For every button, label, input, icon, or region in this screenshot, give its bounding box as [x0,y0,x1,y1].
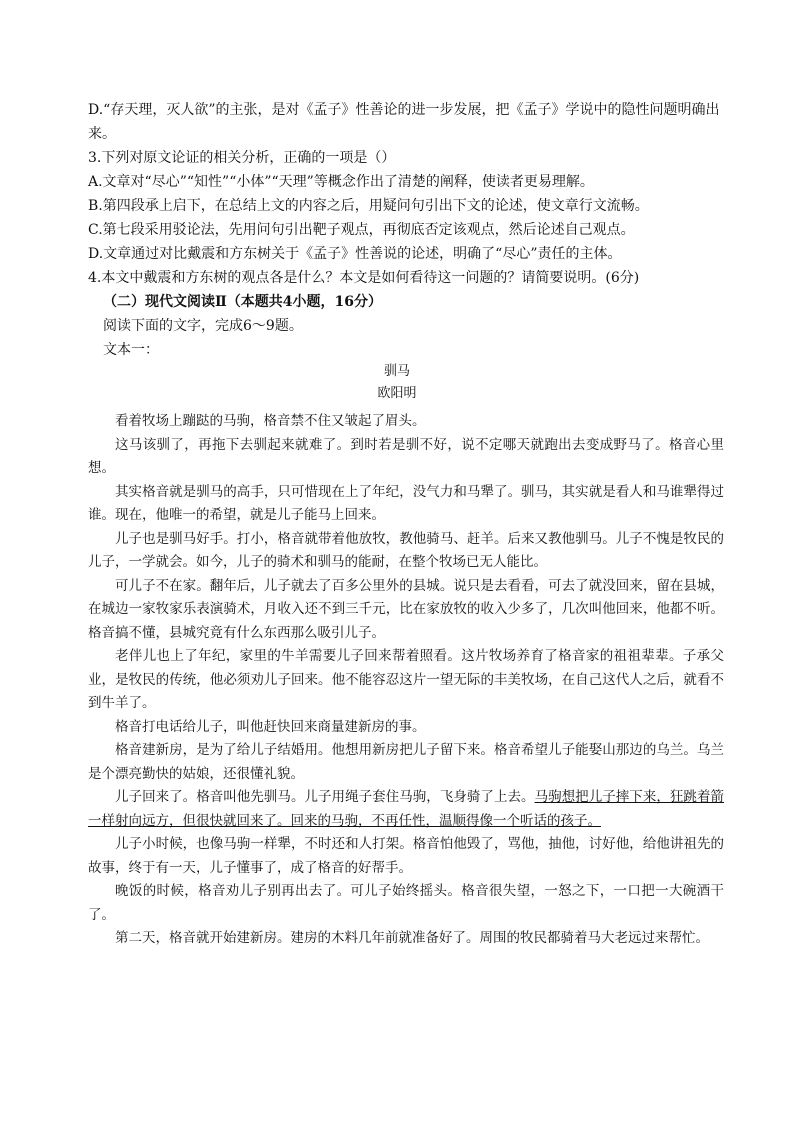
story-paragraph: 老伴儿也上了年纪，家里的牛羊需要儿子回来帮着照看。这片牧场养育了格音家的祖祖辈辈。子承父业，是牧民的传统，他必须劝儿子回来。他不能容忍这片一望无际的丰美牧场，在自己这代人之后，就看不到牛羊了。 [88,648,724,711]
story-paragraph: 儿子也是驯马好手。打小，格音就带着他放牧，教他骑马、赶羊。后来又教他驯马。儿子不愧是牧民的儿子，一学就会。如今，儿子的骑术和驯马的能耐，在整个牧场已无人能比。 [88,530,724,570]
story-paragraph: 第二天，格音就开始建新房。建房的木料几年前就准备好了。周围的牧民都骑着马大老远过来帮忙。 [115,930,709,946]
story-paragraph: 格音建新房，是为了给儿子结婚用。他想用新房把儿子留下来。格音希望儿子能娶山那边的乌兰。乌兰是个漂亮勤快的姑娘，还很懂礼貌。 [88,742,724,782]
story-paragraph: 其实格音就是驯马的高手，只可惜现在上了年纪，没气力和马犟了。驯马，其实就是看人和马谁犟得过谁。现在，他唯一的希望，就是儿子能马上回来。 [88,483,724,523]
section-title: （二）现代文阅读Ⅱ（本题共4小题，16分） [103,294,383,310]
story-paragraph: 格音打电话给儿子，叫他赶快回来商量建新房的事。 [115,718,426,735]
story-paragraph: 可儿子不在家。翻年后，儿子就去了百多公里外的县城。说只是去看看，可去了就没回来，留在县城，在城边一家牧家乐表演骑术，月收入还不到三千元，比在家放牧的收入少多了，几次叫他回来，他都不听。格音搞不懂，县城究竟有什么东西那么吸引儿子。 [88,577,724,641]
q4-question: 4.本文中戴震和方东树的观点各是什么？本文是如何看待这一问题的？请简要说明。(6分) [88,270,640,286]
q3-option-c: C.第七段采用驳论法，先用问句引出靶子观点，再彻底否定该观点，然后论述自己观点。 [88,222,635,238]
section-instruction: 阅读下面的文字，完成6～9题。 [103,318,303,334]
underlined-sentence: 马驹想把儿子摔下来，狂跳着箭一样射向远方，但很快就回来了。回来的马驹，不再任性，温顺得像一个听话的孩子。 [88,789,725,829]
story-body [88,410,724,951]
q3-stem: 3.下列对原文论证的相关分析，正确的一项是（） [88,150,396,166]
q3-option-b: B.第四段承上启下，在总结上文的内容之后，用疑问句引出下文的论述，使文章行文流畅。 [88,198,649,214]
story-title: 驯马 [383,364,410,379]
story-paragraph: 晚饭的时候，格音劝儿子别再出去了。可儿子始终摇头。格音很失望，一怒之下，一口把一大碗酒干了。 [88,883,724,923]
story-paragraph: 这马该驯了，再拖下去驯起来就难了。到时若是驯不好，说不定哪天就跑出去变成野马了。格音心里想。 [88,436,724,476]
story-paragraph: 儿子小时候，也像马驹一样犟，不时还和人打架。格音怕他毁了，骂他，抽他，讨好他，给他讲祖先的故事，终于有一天，儿子懂事了，成了格音的好帮手。 [88,836,724,876]
question-block [88,98,728,290]
story-paragraph-underlined [88,786,724,833]
q3-option-a: A.文章对“尽心”“知性”“小体”“天理”等概念作出了清楚的阐释，使读者更易理解。 [88,174,594,190]
story-author: 欧阳明 [377,386,417,401]
q2-option-d: D.“存天理，灭人欲”的主张，是对《孟子》性善论的进一步发展，把《孟子》学说中的隐性问题明确出来。 [88,102,720,142]
story-paragraph: 看着牧场上蹦跶的马驹，格音禁不住又皱起了眉头。 [115,413,426,429]
q3-option-d: D.文章通过对比戴震和方东树关于《孟子》性善说的论述，明确了“尽心”责任的主体。 [88,246,622,262]
text-label: 文本一： [103,342,159,358]
paragraph-plain-part: 儿子回来了。格音叫他先驯马。儿子用绳子套住马驹，飞身骑了上去。 [115,789,535,805]
